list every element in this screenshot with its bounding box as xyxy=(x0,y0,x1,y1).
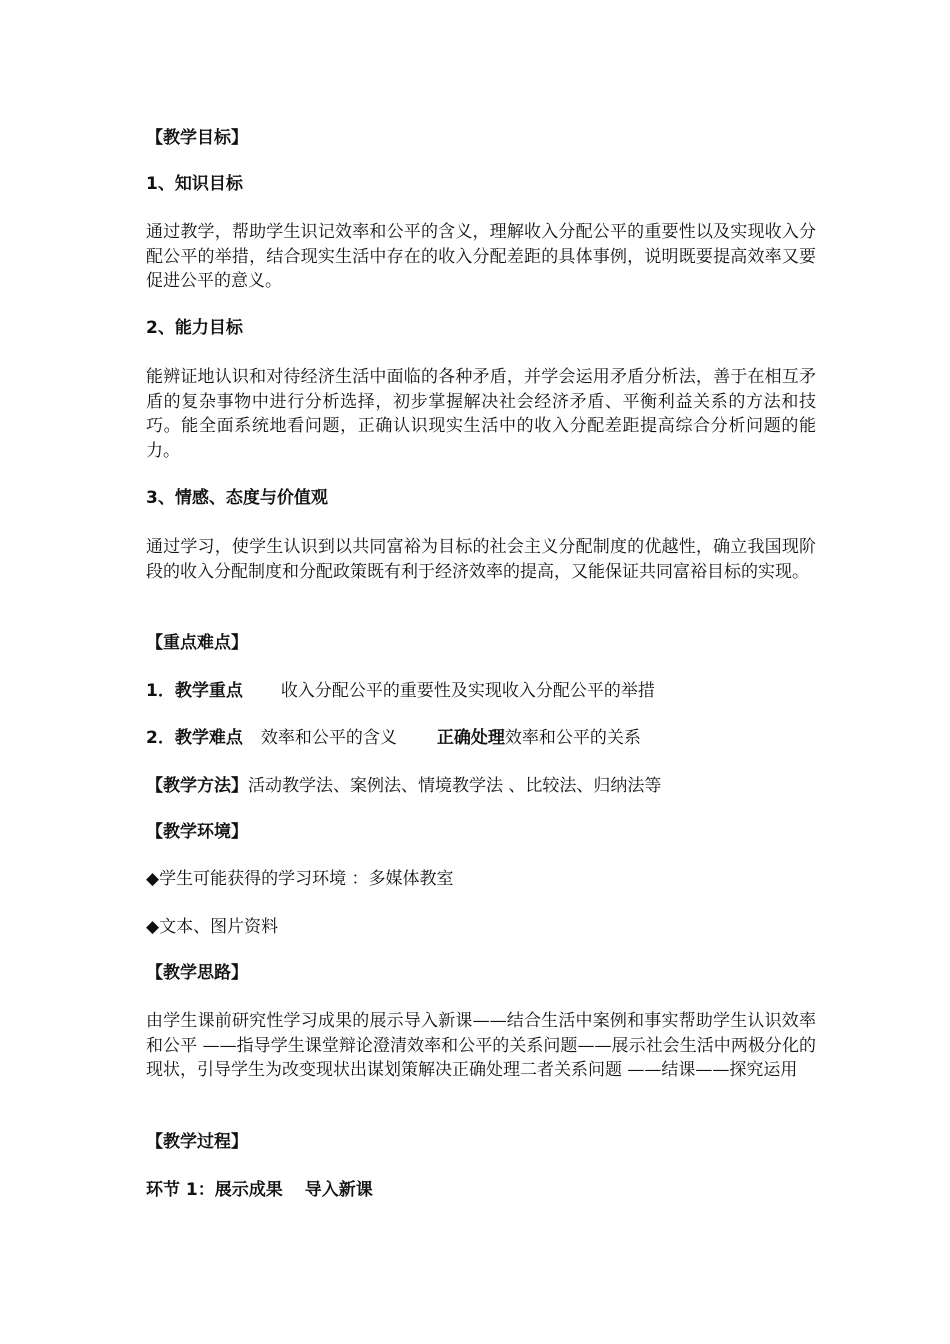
teaching-difficulty-text-1: 效率和公平的含义 xyxy=(260,728,397,748)
methods-row xyxy=(146,774,661,798)
emotion-goal-title: 3、情感、态度与价值观 xyxy=(146,488,328,508)
teaching-focus-label: 1．教学重点 xyxy=(146,681,243,701)
ability-goal-title: 2、能力目标 xyxy=(146,318,243,338)
teaching-difficulty-row xyxy=(146,726,641,750)
teaching-difficulty-bold: 正确处理 xyxy=(436,728,505,748)
objectives-heading: 【教学目标】 xyxy=(146,128,248,148)
environment-item-1: ◆学生可能获得的学习环境 ：多媒体教室 xyxy=(146,869,454,889)
teaching-difficulty-label: 2．教学难点 xyxy=(146,728,243,748)
approach-text: 由学生课前研究性学习成果的展示导入新课——结合生活中案例和事实帮助学生认识效率和公平 ——指导学生课堂辩论澄清效率和公平的关系问题——展示社会生活中两极分化的现状，引导学生为改变现状出谋划策解决正确处理二者关系问题 ——结课——探究运用 xyxy=(146,1011,816,1080)
methods-heading: 【教学方法】 xyxy=(146,776,248,796)
ability-goal-text: 能辨证地认识和对待经济生活中面临的各种矛盾，并学会运用矛盾分析法，善于在相互矛盾的复杂事物中进行分析选择，初步掌握解决社会经济矛盾、平衡利益关系的方法和技巧。能全面系统地看问题，正确认识现实生活中的收入分配差距提高综合分析问题的能力。 xyxy=(146,367,816,461)
knowledge-goal-text: 通过教学，帮助学生识记效率和公平的含义，理解收入分配公平的重要性以及实现收入分配公平的举措，结合现实生活中存在的收入分配差距的具体事例，说明既要提高效率又要促进公平的意义。 xyxy=(146,222,816,291)
teaching-difficulty-text-2: 效率和公平的关系 xyxy=(504,728,641,748)
process-step-1-label: 环节 1：展示成果 xyxy=(146,1180,283,1200)
teaching-focus-text: 收入分配公平的重要性及实现收入分配公平的举措 xyxy=(280,681,655,701)
environment-item-2: ◆文本、图片资料 xyxy=(146,917,279,937)
environment-heading: 【教学环境】 xyxy=(146,822,248,842)
process-heading: 【教学过程】 xyxy=(146,1132,248,1152)
key-points-heading: 【重点难点】 xyxy=(146,633,248,653)
process-step-1 xyxy=(146,1178,373,1202)
methods-text: 活动教学法、案例法、情境教学法 、比较法、归纳法等 xyxy=(248,776,662,796)
knowledge-goal-title: 1、知识目标 xyxy=(146,174,243,194)
teaching-focus-row xyxy=(146,679,655,703)
process-step-1-text: 导入新课 xyxy=(304,1180,373,1200)
approach-heading: 【教学思路】 xyxy=(146,963,248,983)
emotion-goal-text: 通过学习，使学生认识到以共同富裕为目标的社会主义分配制度的优越性，确立我国现阶段的收入分配制度和分配政策既有利于经济效率的提高，又能保证共同富裕目标的实现。 xyxy=(146,537,816,582)
